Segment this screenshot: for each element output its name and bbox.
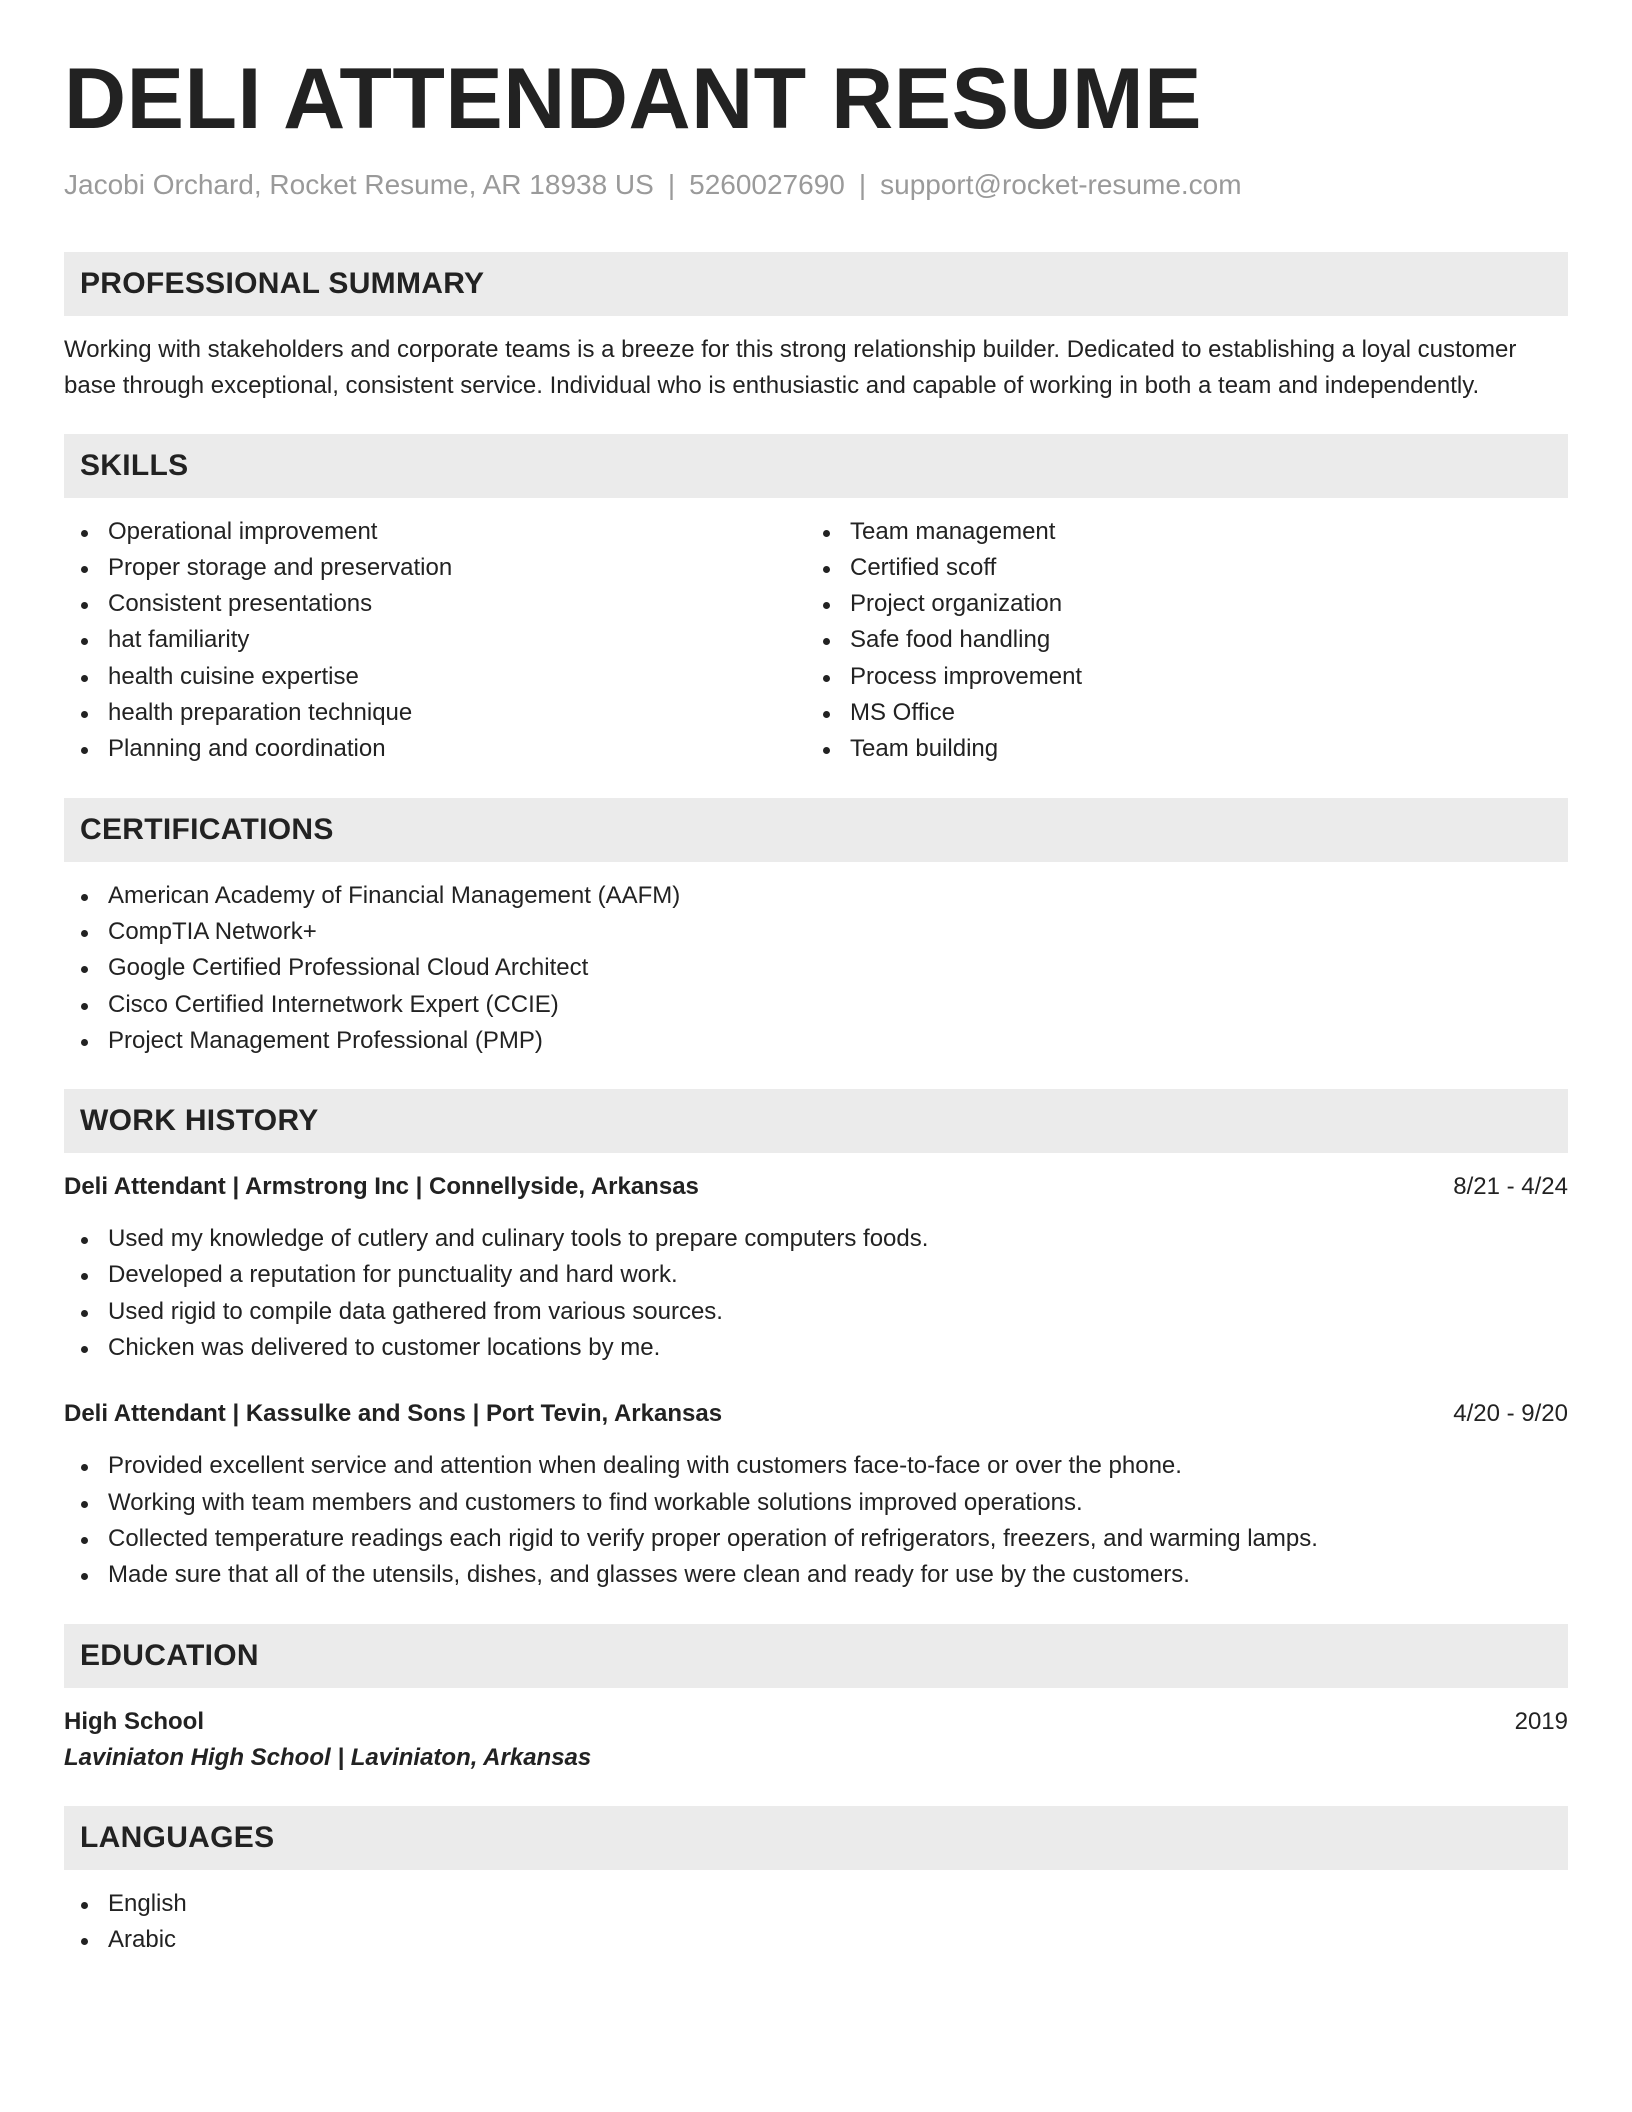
certification-item: Google Certified Professional Cloud Architect xyxy=(64,950,1568,986)
skill-item: Safe food handling xyxy=(806,622,1548,658)
education-year: 2019 xyxy=(1514,1707,1568,1735)
job-header xyxy=(64,1169,1568,1205)
job-bullets xyxy=(64,1221,1568,1366)
summary-text: Working with stakeholders and corporate teams is a breeze for this strong relationship builder. Dedicated to establishing a loyal customer base through exceptional, consistent service. Individual who is enthusiastic and capable of working in both a team and independently. xyxy=(64,335,1517,399)
skills-grid xyxy=(64,514,1568,768)
skill-item: Planning and coordination xyxy=(64,731,806,767)
job-bullet: Collected temperature readings each rigid to verify proper operation of refrigerators, freezers, and warming lamps. xyxy=(64,1521,1568,1557)
language-item: English xyxy=(64,1886,1568,1922)
education-school: Laviniaton High School | Laviniaton, Arkansas xyxy=(64,1743,592,1771)
skill-item: health preparation technique xyxy=(64,695,806,731)
job-bullet: Working with team members and customers to find workable solutions improved operations. xyxy=(64,1485,1568,1521)
skill-item: Process improvement xyxy=(806,659,1548,695)
job-bullet: Made sure that all of the utensils, dishes, and glasses were clean and ready for use by the customers. xyxy=(64,1557,1568,1593)
job-bullet: Used rigid to compile data gathered from various sources. xyxy=(64,1294,1568,1330)
job-title: Deli Attendant | Armstrong Inc | Connellyside, Arkansas xyxy=(64,1173,699,1201)
skill-item: Proper storage and preservation xyxy=(64,550,806,586)
skills-left-list xyxy=(64,514,806,768)
skill-item: Consistent presentations xyxy=(64,586,806,622)
job-dates: 8/21 - 4/24 xyxy=(1453,1173,1568,1201)
education-heading: EDUCATION xyxy=(64,1624,1568,1688)
job-dates: 4/20 - 9/20 xyxy=(1453,1400,1568,1428)
skill-item: Team management xyxy=(806,514,1548,550)
skill-item: hat familiarity xyxy=(64,622,806,658)
certifications-list xyxy=(64,878,1568,1059)
job-entry xyxy=(64,1169,1568,1366)
work-history-heading: WORK HISTORY xyxy=(64,1089,1568,1153)
languages-list xyxy=(64,1886,1568,1959)
skill-item: Operational improvement xyxy=(64,514,806,550)
skill-item: MS Office xyxy=(806,695,1548,731)
skill-item: Team building xyxy=(806,731,1548,767)
education-entry xyxy=(64,1704,1568,1776)
contact-separator: | xyxy=(667,169,676,200)
skills-right-list xyxy=(806,514,1548,768)
skill-item: Certified scoff xyxy=(806,550,1548,586)
job-bullet: Provided excellent service and attention when dealing with customers face-to-face or over the phone. xyxy=(64,1448,1568,1484)
job-bullet: Developed a reputation for punctuality and hard work. xyxy=(64,1257,1568,1293)
job-entry xyxy=(64,1396,1568,1593)
certification-item: CompTIA Network+ xyxy=(64,914,1568,950)
summary-heading: PROFESSIONAL SUMMARY xyxy=(64,252,1568,316)
skill-item: health cuisine expertise xyxy=(64,659,806,695)
resume-page xyxy=(64,51,1568,1958)
skills-heading: SKILLS xyxy=(64,434,1568,498)
job-title: Deli Attendant | Kassulke and Sons | Port Tevin, Arkansas xyxy=(64,1400,723,1428)
certification-item: Project Management Professional (PMP) xyxy=(64,1023,1568,1059)
contact-address: Jacobi Orchard, Rocket Resume, AR 18938 US xyxy=(64,169,654,200)
contact-email: support@rocket-resume.com xyxy=(880,169,1242,200)
job-bullet: Chicken was delivered to customer locations by me. xyxy=(64,1330,1568,1366)
contact-phone: 5260027690 xyxy=(689,169,845,200)
job-bullets xyxy=(64,1448,1568,1593)
education-degree: High School xyxy=(64,1707,204,1735)
job-bullet: Used my knowledge of cutlery and culinary tools to prepare computers foods. xyxy=(64,1221,1568,1257)
skill-item: Project organization xyxy=(806,586,1548,622)
certification-item: Cisco Certified Internetwork Expert (CCIE) xyxy=(64,987,1568,1023)
contact-separator: | xyxy=(858,169,867,200)
certifications-heading: CERTIFICATIONS xyxy=(64,798,1568,862)
job-header xyxy=(64,1396,1568,1432)
languages-heading: LANGUAGES xyxy=(64,1806,1568,1870)
certification-item: American Academy of Financial Management (AAFM) xyxy=(64,878,1568,914)
contact-line xyxy=(64,168,1568,202)
resume-title: DELI ATTENDANT RESUME xyxy=(64,51,1203,147)
language-item: Arabic xyxy=(64,1922,1568,1958)
education-header xyxy=(64,1704,1568,1740)
